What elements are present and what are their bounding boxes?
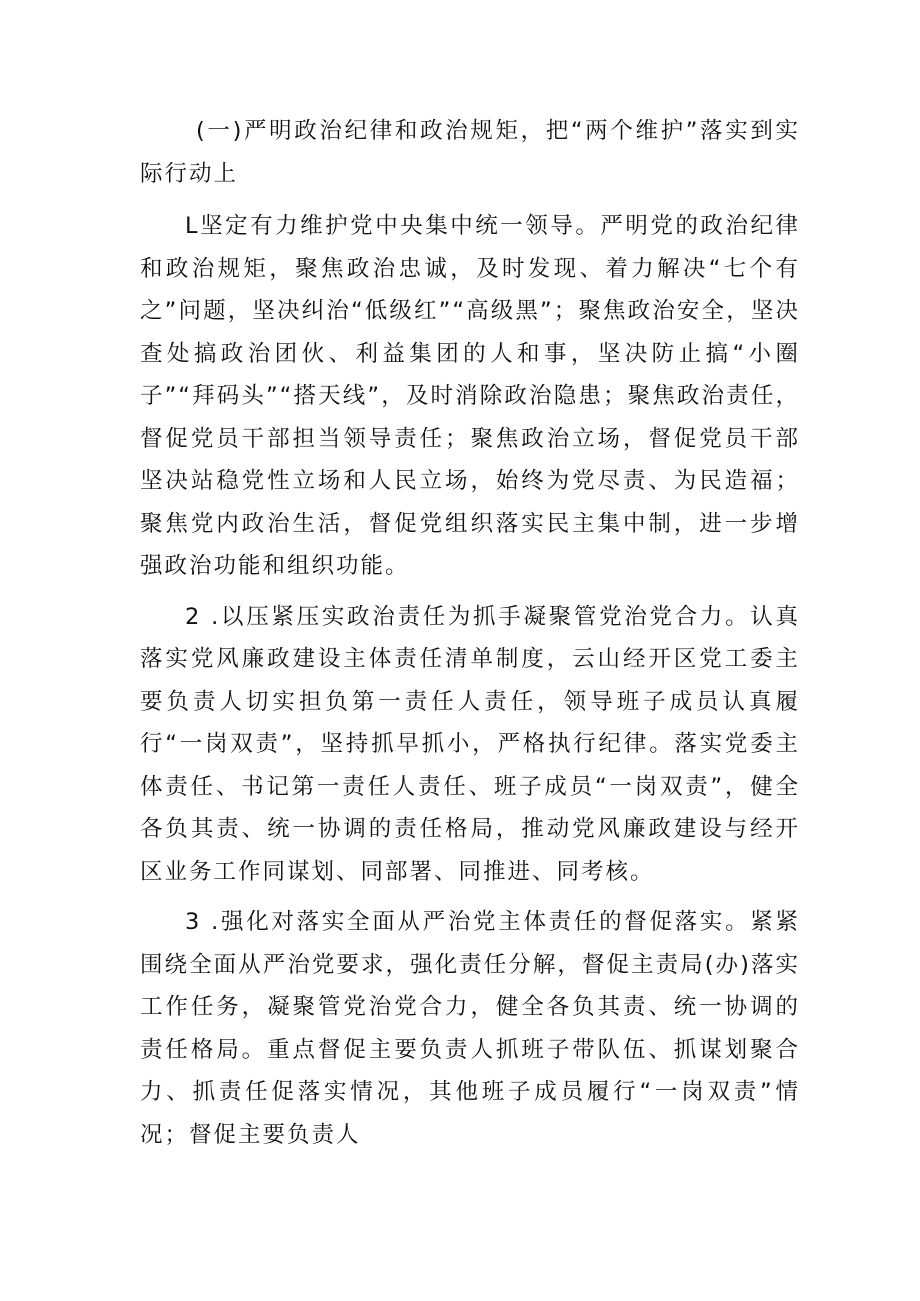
item-number: 3 . bbox=[185, 909, 221, 935]
item-text: 以压紧压实政治责任为抓手凝聚管党治党合力。认真落实党风廉政建设主体责任清单制度，云山经开区党工委主要负责人切实担负第一责任人责任，领导班子成员认真履行“一岗双责”，坚持抓早抓小，严格执行纪律。落实党委主体责任、书记第一责任人责任、班子成员“一岗双责”，健全各负其责、统一协调的责任格局，推动党风廉政建设与经开区业务工作同谋划、同部署、同推进、同考核。 bbox=[140, 603, 800, 885]
list-item-3 bbox=[140, 901, 800, 1156]
section-heading: (一)严明政治纪律和政治规矩，把“两个维护”落实到实际行动上 bbox=[140, 118, 800, 187]
item-number: 2 . bbox=[185, 603, 221, 630]
item-text: 强化对落实全面从严治党主体责任的督促落实。紧紧围绕全面从严治党要求，强化责任分解，督促主责局(办)落实工作任务，凝聚管党治党合力，健全各负其责、统一协调的责任格局。重点督促主要负责人抓班子带队伍、抓谋划聚合力、抓责任促落实情况，其他班子成员履行“一岗双责”情况；督促主要负责人 bbox=[140, 909, 800, 1148]
list-item-2 bbox=[140, 596, 800, 894]
document-page bbox=[140, 110, 800, 1164]
item-text: 坚定有力维护党中央集中统一领导。严明党的政治纪律和政治规矩，聚焦政治忠诚，及时发现、着力解决“七个有之”问题，坚决纠治“低级红”“高级黑”；聚焦政治安全，坚决查处搞政治团伙、利益集团的人和事，坚决防止搞“小圈子”“拜码头”“搭天线”，及时消除政治隐患；聚焦政治责任，督促党员干部担当领导责任；聚焦政治立场，督促党员干部坚决站稳党性立场和人民立场，始终为党尽责、为民造福；聚焦党内政治生活，督促党组织落实民主集中制，进一步增强政治功能和组织功能。 bbox=[140, 213, 800, 579]
item-number: L bbox=[185, 213, 200, 239]
list-item-1 bbox=[140, 205, 800, 588]
